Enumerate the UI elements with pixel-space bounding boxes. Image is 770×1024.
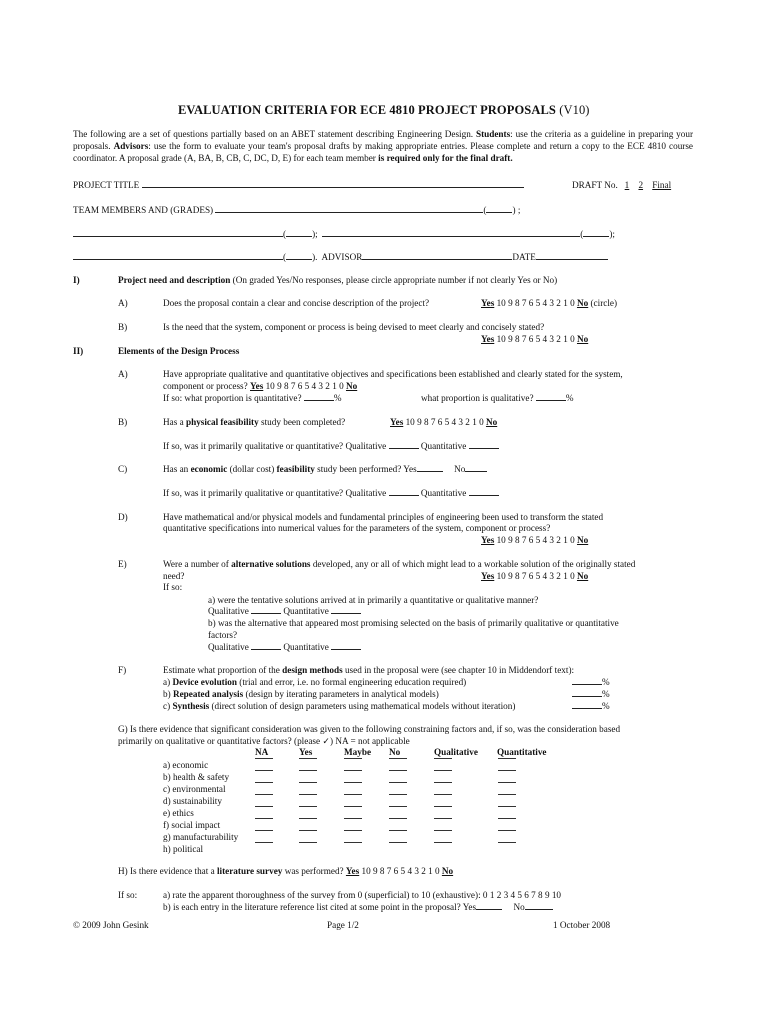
item-ii-f-pre: Estimate what proportion of the [163,665,280,675]
project-title-label: PROJECT TITLE [73,180,140,190]
repeated-analysis-label: Repeated analysis [172,689,244,699]
intro-required-note: is required only for the final draft. [378,153,513,164]
check-qualitative-row-3[interactable] [434,781,452,783]
qualitative-input[interactable] [389,487,419,496]
item-ii-e-letter: E) [118,559,127,569]
advisors-label: Advisors [113,141,149,152]
advisor-label: ADVISOR [321,252,363,262]
qualitative-input[interactable] [389,440,419,449]
check-maybe-row-3[interactable] [344,781,362,783]
check-quantitative-row-2[interactable] [498,769,516,771]
no-label: No [576,334,589,344]
date-input[interactable] [536,251,608,260]
qualitative-proportion-input[interactable] [536,392,566,401]
thoroughness-scale[interactable]: 0 1 2 3 4 5 6 7 8 9 10 [482,890,562,900]
item-ii-b-sub [163,440,499,452]
draft-label: DRAFT No. [572,180,618,190]
check-no-row-3[interactable] [389,781,407,783]
item-ii-c-pre: Has an [163,464,189,474]
no-label: No [441,866,454,876]
date-label: DATE [512,252,536,262]
item-ii-b-letter: B) [118,417,128,427]
yes-label: Yes [481,334,495,344]
synthesis-text: (direct solution of design parameters using mathematical models without iteration) [211,701,516,711]
check-yes-row-3[interactable] [299,781,317,783]
feasibility-label: feasibility [276,464,315,474]
check-quantitative-row-1[interactable] [498,757,516,759]
check-no-row-6[interactable] [389,817,407,819]
column-na: NA [255,747,269,757]
yes-label: Yes [481,298,495,308]
item-ii-c-mid: (dollar cost) [229,464,275,474]
synthesis-label: Synthesis [172,701,210,711]
check-quantitative-row-5[interactable] [498,805,516,807]
yes-label: Yes [462,902,477,912]
yes-label: Yes [481,535,495,545]
team-member-4-grade[interactable] [286,251,312,260]
constraint-row-health-safety: b) health & safety [163,772,230,782]
yes-label: Yes [250,381,264,391]
students-label: Students [475,129,511,139]
item-i-b-text: Is the need that the system, component or process is being devised to meet clearly and concisely stated? [163,322,545,332]
intro-text-1: The following are a set of questions partially based on an ABET statement describing Engineering Design. [73,129,474,139]
item-ii-b-rating[interactable] [390,416,497,428]
synthesis-row [163,700,515,712]
check-na-row-2[interactable] [255,769,273,771]
intro-text-3: : use the form to evaluate your team's proposal drafts by making appropriate entries. Please complete and return a copy to the ECE 4810 course coordinator. A proposal grade (A, BA, B, CB, C, DC, D, E) for each team member [73,141,694,164]
check-qualitative-row-2[interactable] [434,769,452,771]
no-label: No [513,902,525,912]
check-maybe-row-4[interactable] [344,793,362,795]
team-member-2-input[interactable] [73,228,283,237]
yes-input[interactable] [476,901,502,910]
repeated-analysis-percent[interactable] [572,688,610,700]
section-ii-number: II) [73,346,84,356]
item-ii-e-text-2: need? [163,571,185,581]
check-na-row-1[interactable] [255,757,273,759]
rating-scale[interactable]: 10 9 8 7 6 5 4 3 2 1 0 [361,866,440,876]
item-ii-c-text [163,463,487,475]
team-member-2-grade[interactable] [286,228,312,237]
column-no: No [389,747,401,757]
no-label: No [345,381,358,391]
quantitative-label: Quantitative [420,441,467,451]
check-no-row-1[interactable] [389,757,407,759]
advisor-input[interactable] [362,251,512,260]
item-ii-e-b-fields [208,641,361,653]
qualitative-label: Qualitative [345,488,387,498]
section-ii-title: Elements of the Design Process [118,346,240,356]
item-i-a-text: Does the proposal contain a clear and concise description of the project? [163,298,430,308]
check-no-row-5[interactable] [389,805,407,807]
check-maybe-row-7[interactable] [344,829,362,831]
section-i-heading [118,274,557,286]
question-h-a [163,889,561,901]
quantitative-proportion-label: If so: what proportion is quantitative? [163,393,302,403]
repeated-analysis-text: (design by iterating parameters in analytical models) [245,689,439,699]
check-maybe-row-6[interactable] [344,817,362,819]
item-i-b-letter: B) [118,322,128,332]
check-qualitative-row-7[interactable] [434,829,452,831]
no-label: No [576,298,589,308]
constraint-row-manufacturability: g) manufacturability [163,832,239,842]
draft-option-2[interactable]: 2 [638,180,644,190]
page-title [178,104,590,116]
device-evolution-text: (trial and error, i.e. no formal engineering education required) [239,677,467,687]
constraint-row-social-impact: f) social impact [163,820,221,830]
team-members-row-2: ( ); ( ); [73,228,615,240]
check-qualitative-row-8[interactable] [434,841,452,843]
quantitative-label: Quantitative [420,488,467,498]
device-evolution-row [163,676,466,688]
yes-label: Yes [481,571,495,581]
device-evolution-percent[interactable] [572,676,610,688]
column-qualitative: Qualitative [434,747,478,757]
item-ii-f-text [163,664,574,676]
qualitative-label: Qualitative [208,642,249,652]
title-text: EVALUATION CRITERIA FOR ECE 4810 PROJECT PROPOSALS [178,103,556,117]
rating-scale[interactable]: 10 9 8 7 6 5 4 3 2 1 0 [265,381,344,391]
check-na-row-8[interactable] [255,841,273,843]
check-na-row-6[interactable] [255,817,273,819]
item-ii-f-letter: F) [118,665,127,675]
qualitative-input[interactable] [251,641,281,650]
check-quantitative-row-8[interactable] [498,841,516,843]
quantitative-proportion-input[interactable] [304,392,334,401]
no-label: No [576,571,589,581]
qualitative-label: Qualitative [345,441,387,451]
question-h-b-text: b) is each entry in the literature reference list cited at some point in the proposal? [163,902,461,912]
item-ii-c-sub [163,487,499,499]
yes-label: Yes [345,866,360,876]
section-i-title: Project need and description [118,275,231,285]
item-ii-c-letter: C) [118,464,128,474]
item-ii-e-a-fields [208,605,361,617]
qual-quant-question: If so, was it primarily qualitative or quantitative? [163,488,344,498]
team-members-row-3: ( ). ADVISOR DATE [73,251,608,263]
project-title-field [73,179,524,191]
check-yes-row-2[interactable] [299,769,317,771]
check-no-row-2[interactable] [389,769,407,771]
check-qualitative-row-4[interactable] [434,793,452,795]
percent-sign: % [333,393,342,403]
check-yes-row-8[interactable] [299,841,317,843]
question-h-ifso: If so: [118,890,138,900]
item-ii-a-text-1: Have appropriate qualitative and quantitative objectives and specifications been established and clearly stated for the system, [163,369,623,379]
rating-scale: 10 9 8 7 6 5 4 3 2 1 0 [405,417,484,427]
column-quantitative: Quantitative [497,747,547,757]
intro-paragraph [73,128,693,165]
column-yes: Yes [299,747,313,757]
qualitative-label: Qualitative [208,606,249,616]
quantitative-input[interactable] [331,641,361,650]
check-na-row-4[interactable] [255,793,273,795]
rating-scale: 10 9 8 7 6 5 4 3 2 1 0 [496,535,575,545]
team-member-1-input[interactable] [215,204,483,213]
section-i-note: (On graded Yes/No responses, please circle appropriate number if not clearly Yes or No) [232,275,558,285]
yes-input[interactable] [417,463,443,472]
device-evolution-label: Device evolution [172,677,237,687]
question-h-a-text: a) rate the apparent thoroughness of the survey from 0 (superficial) to 10 (exhaustive): [163,890,481,900]
quantitative-label: Quantitative [283,642,329,652]
check-maybe-row-8[interactable] [344,841,362,843]
economic-label: economic [190,464,228,474]
question-h-b [163,901,553,913]
question-h-pre: H) Is there evidence that a [118,866,215,876]
item-ii-d-text-2: quantitative specifications into numerical values for the parameters of the system, component or process? [163,523,551,533]
item-ii-e-rating[interactable] [481,570,588,582]
check-no-row-4[interactable] [389,793,407,795]
footer-page-number: Page 1/2 [327,920,359,930]
draft-selector [572,179,671,191]
item-ii-e-b-text-1: b) was the alternative that appeared most promising selected on the basis of primarily qualitative or quantitative [208,618,619,628]
question-g-text-1: G) Is there evidence that significant consideration was given to the following constraining factors and, if so, was the consideration based [118,724,621,734]
question-h-post: was performed? [284,866,344,876]
row-letter: c) [163,701,171,711]
check-maybe-row-1[interactable] [344,757,362,759]
version-label: (V10) [559,103,590,117]
team-member-1-grade[interactable] [486,204,512,213]
item-i-b-rating[interactable] [481,333,588,345]
constraint-row-sustainability: d) sustainability [163,796,222,806]
section-i-number: I) [73,275,80,285]
percent-sign: % [602,701,610,711]
percent-sign: % [602,677,610,687]
quantitative-input[interactable] [331,605,361,614]
check-maybe-row-5[interactable] [344,805,362,807]
physical-feasibility-label: physical feasibility [185,417,259,427]
check-na-row-3[interactable] [255,781,273,783]
check-qualitative-row-6[interactable] [434,817,452,819]
project-title-input[interactable] [142,179,524,188]
team-member-3-grade[interactable] [583,228,609,237]
quantitative-input[interactable] [469,487,499,496]
constraint-row-economic: a) economic [163,760,209,770]
item-ii-e-post: developed, any or all of which might lead to a workable solution of the originally stated [312,559,636,569]
item-ii-e-ifso: If so: [163,582,183,592]
yes-label: Yes [403,464,417,474]
item-ii-f-post: used in the proposal were (see chapter 10 in Middendorf text): [344,665,575,675]
item-ii-e-pre: Were a number of [163,559,229,569]
quantitative-label: Quantitative [283,606,329,616]
check-quantitative-row-3[interactable] [498,781,516,783]
check-quantitative-row-7[interactable] [498,829,516,831]
yes-label: Yes [390,417,404,427]
check-qualitative-row-5[interactable] [434,805,452,807]
row-letter: a) [163,677,171,687]
circle-note: (circle) [590,298,618,308]
qual-quant-question: If so, was it primarily qualitative or quantitative? [163,441,344,451]
item-ii-a-letter: A) [118,369,128,379]
item-i-a-rating[interactable] [481,297,617,309]
qualitative-proportion-label: what proportion is qualitative? [421,393,534,403]
synthesis-percent[interactable] [572,700,610,712]
draft-option-final[interactable]: Final [652,180,672,190]
item-ii-a-quant [163,392,342,404]
check-quantitative-row-6[interactable] [498,817,516,819]
literature-survey-label: literature survey [216,866,283,876]
check-no-row-8[interactable] [389,841,407,843]
team-member-4-input[interactable] [73,251,283,260]
percent-sign: % [602,689,610,699]
alternative-solutions-label: alternative solutions [231,559,311,569]
qualitative-input[interactable] [251,605,281,614]
item-ii-b-post: study been completed? [261,417,346,427]
item-ii-d-text-1: Have mathematical and/or physical models and fundamental principles of engineering been used to transform the stated [163,512,604,522]
draft-option-1[interactable]: 1 [624,180,630,190]
design-methods-label: design methods [282,665,343,675]
rating-scale: 10 9 8 7 6 5 4 3 2 1 0 [496,298,575,308]
check-yes-row-5[interactable] [299,805,317,807]
footer-date: 1 October 2008 [553,920,611,930]
team-members-field: TEAM MEMBERS AND (GRADES) ( ) ; [73,205,521,215]
item-ii-a-text-2: component or process? [163,381,248,391]
item-ii-e-b-text-2: factors? [208,630,238,640]
check-quantitative-row-4[interactable] [498,793,516,795]
item-ii-d-rating[interactable] [481,534,588,546]
no-input[interactable] [525,901,553,910]
no-label: No [485,417,498,427]
constraint-row-environmental: c) environmental [163,784,226,794]
team-members-label: TEAM MEMBERS AND (GRADES) [73,205,214,215]
item-ii-a-line-2 [163,380,357,392]
constraint-row-political: h) political [163,844,204,854]
rating-scale: 10 9 8 7 6 5 4 3 2 1 0 [496,571,575,581]
item-ii-b-text [163,416,345,428]
check-no-row-7[interactable] [389,829,407,831]
item-ii-c-post: study been performed? [317,464,402,474]
repeated-analysis-row [163,688,439,700]
item-ii-a-qual [421,392,573,404]
item-ii-e-a-text: a) were the tentative solutions arrived at in primarily a quantitative or qualitative manner? [208,595,539,605]
row-letter: b) [163,689,171,699]
item-ii-d-letter: D) [118,512,128,522]
check-yes-row-7[interactable] [299,829,317,831]
percent-sign: % [565,393,574,403]
constraint-row-ethics: e) ethics [163,808,194,818]
check-na-row-7[interactable] [255,829,273,831]
check-yes-row-6[interactable] [299,817,317,819]
quantitative-input[interactable] [469,440,499,449]
check-yes-row-1[interactable] [299,757,317,759]
check-yes-row-4[interactable] [299,793,317,795]
no-label: No [576,535,589,545]
rating-scale: 10 9 8 7 6 5 4 3 2 1 0 [496,334,575,344]
intro-text-2: : use the criteria as a guideline in preparing your proposals. [73,129,693,152]
question-g-text-2: primarily on qualitative or quantitative factors? (please ✓) NA = not applicable [118,736,410,746]
item-ii-b-pre: Has a [163,417,184,427]
no-input[interactable] [465,463,487,472]
column-maybe: Maybe [344,747,372,757]
item-ii-e-text [163,558,635,570]
check-maybe-row-2[interactable] [344,769,362,771]
footer-copyright: © 2009 John Gesink [73,920,149,930]
no-label: No [454,464,466,474]
item-i-a-letter: A) [118,298,128,308]
question-h [118,865,453,877]
check-qualitative-row-1[interactable] [434,757,452,759]
team-member-3-input[interactable] [322,228,580,237]
check-na-row-5[interactable] [255,805,273,807]
